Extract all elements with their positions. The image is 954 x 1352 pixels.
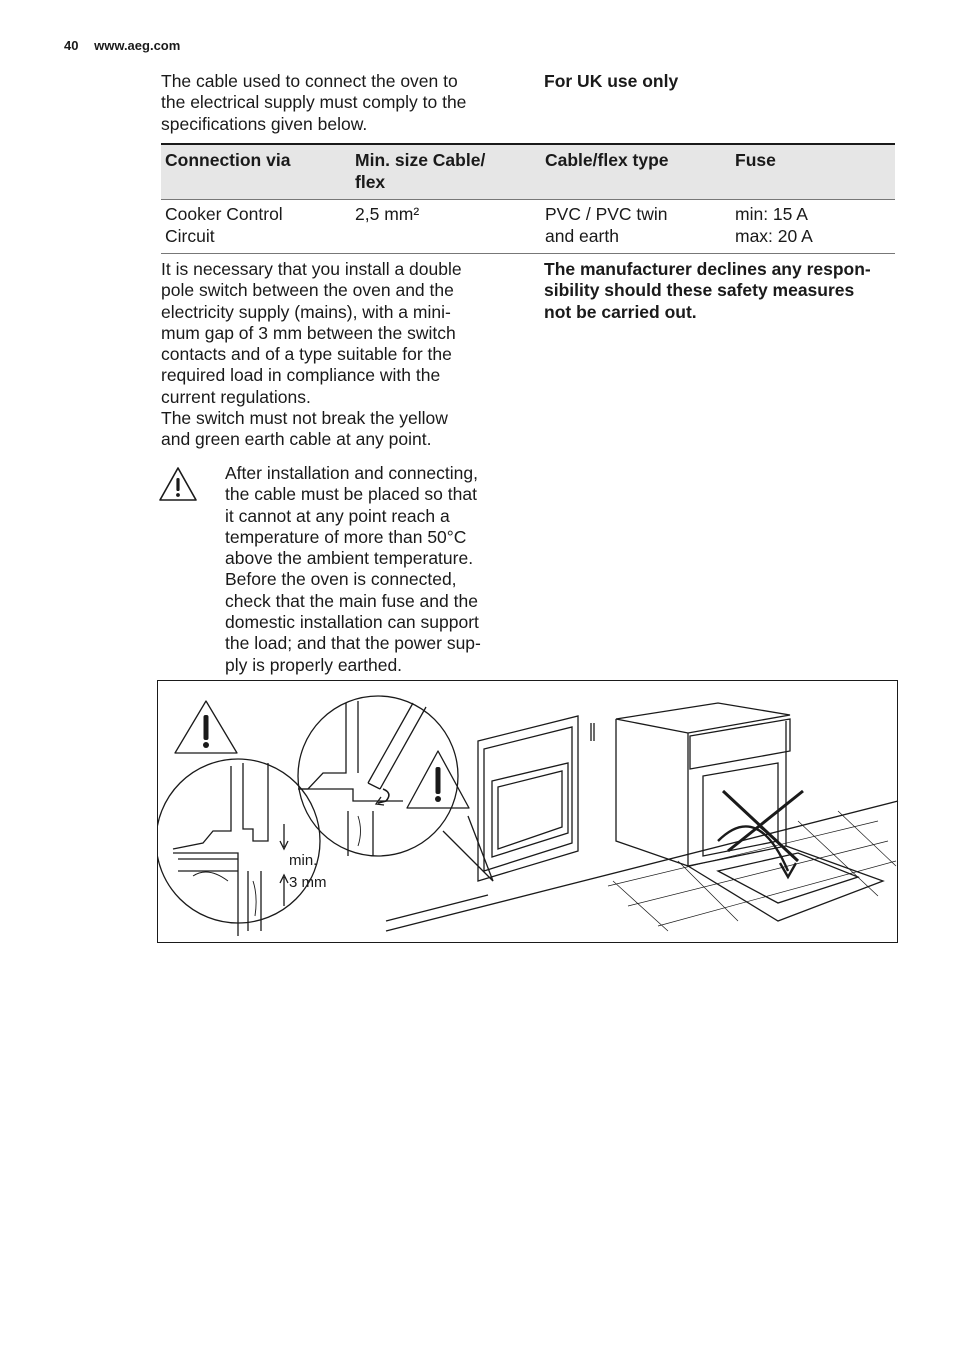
header-label: Fuse	[735, 150, 776, 170]
header-label: Connection via	[165, 150, 291, 170]
installation-drawing	[158, 681, 899, 944]
cable-spec-table	[161, 143, 895, 254]
gap-dimension-label	[289, 850, 327, 894]
gap-label-line: min.	[289, 852, 318, 869]
table-cell: min: 15 A max: 20 A	[731, 200, 895, 254]
text-line: ply is properly earthed.	[225, 654, 403, 675]
uk-only-note: For UK use only	[544, 71, 679, 91]
text-line: After installation and connecting,	[225, 463, 478, 483]
site-url: www.aeg.com	[94, 38, 181, 53]
text-line: electricity supply (mains), with a mini-	[161, 301, 451, 322]
table-cell: Cooker Control Circuit	[161, 200, 351, 254]
header-fuse	[731, 144, 895, 200]
header-cable-type	[541, 144, 731, 200]
switch-paragraph	[161, 259, 521, 451]
text-line: The manufacturer declines any respon-	[544, 259, 871, 279]
header-label: Min. size Cable/ flex	[355, 150, 486, 192]
table-cell: PVC / PVC twin and earth	[541, 200, 731, 254]
text-line: pole switch between the oven and the	[161, 280, 454, 301]
text-line: It is necessary that you install a double	[161, 259, 462, 279]
table-row	[161, 200, 895, 254]
warning-triangle-icon	[158, 466, 198, 502]
header-min-size	[351, 144, 541, 200]
text-line: The switch must not break the yellow	[161, 408, 448, 429]
installation-illustration	[157, 680, 898, 943]
text-line: above the ambient temperature.	[225, 548, 474, 569]
manufacturer-disclaimer	[544, 259, 904, 323]
text-line: contacts and of a type suitable for the	[161, 344, 452, 365]
header-label: Cable/flex type	[545, 150, 669, 170]
intro-line: specifications given below.	[161, 113, 368, 134]
page-number: 40	[64, 38, 79, 53]
table-cell: 2,5 mm²	[351, 200, 541, 254]
text-line: mum gap of 3 mm between the switch	[161, 322, 456, 343]
text-line: and green earth cable at any point.	[161, 429, 432, 450]
intro-line: The cable used to connect the oven to	[161, 71, 458, 91]
text-line: check that the main fuse and the	[225, 590, 478, 611]
text-line: the load; and that the power sup-	[225, 633, 481, 654]
text-line: not be carried out.	[544, 301, 697, 322]
text-line: sibility should these safety measures	[544, 280, 855, 301]
gap-label-line: 3 mm	[289, 874, 327, 891]
table-header-row	[161, 144, 895, 200]
intro-line: the electrical supply must comply to the	[161, 92, 467, 113]
page-header	[64, 38, 180, 53]
intro-paragraph	[161, 71, 521, 135]
text-line: required load in compliance with the	[161, 365, 441, 386]
text-line: the cable must be placed so that	[225, 484, 477, 505]
text-line: temperature of more than 50°C	[225, 526, 467, 547]
text-line: domestic installation can support	[225, 612, 479, 633]
text-line: it cannot at any point reach a	[225, 505, 450, 526]
text-line: current regulations.	[161, 386, 311, 407]
warning-paragraph	[225, 463, 525, 676]
text-line: Before the oven is connected,	[225, 569, 457, 590]
header-connection-via	[161, 144, 351, 200]
